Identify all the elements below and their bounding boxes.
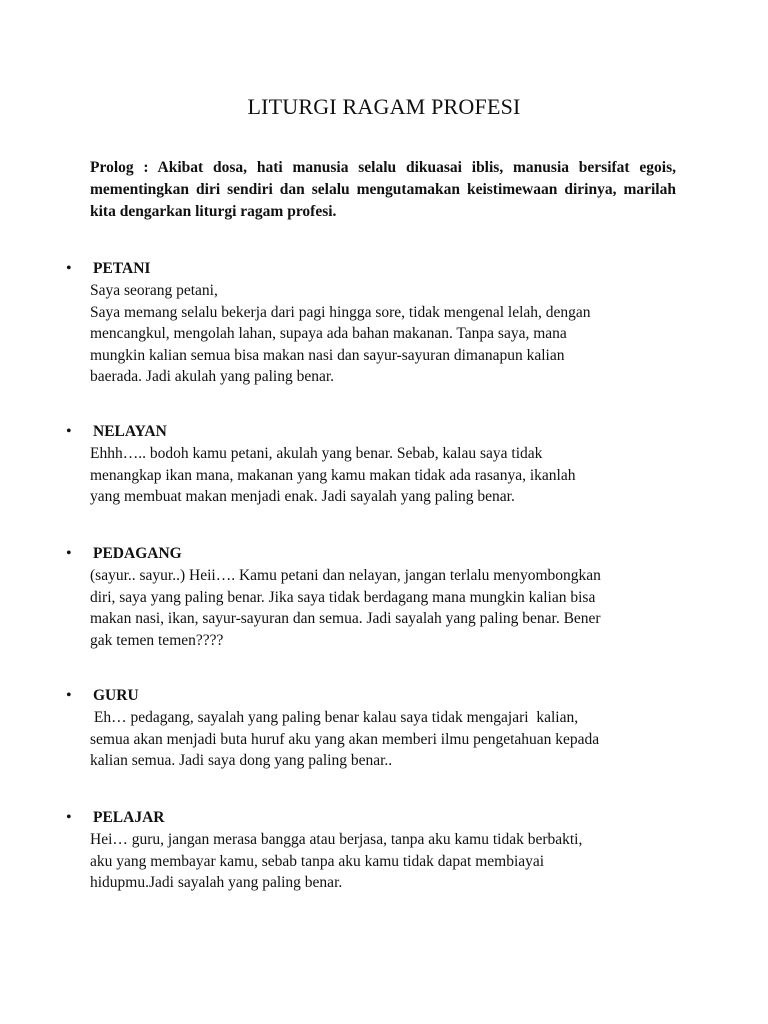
bullet-icon: • xyxy=(66,260,72,277)
section-line: Saya memang selalu bekerja dari pagi hingga sore, tidak mengenal lelah, dengan xyxy=(90,303,591,321)
section-heading: PETANI xyxy=(93,260,151,277)
section-guru xyxy=(66,685,686,772)
section-line: hidupmu.Jadi sayalah yang paling benar. xyxy=(90,874,343,891)
section-header xyxy=(66,685,686,707)
section-line: baerada. Jadi akulah yang paling benar. xyxy=(90,368,335,385)
section-line: Hei… guru, jangan merasa bangga atau berjasa, tanpa aku kamu tidak berbakti, xyxy=(90,831,583,848)
section-body xyxy=(90,280,686,388)
section-line: aku yang membayar kamu, sebab tanpa aku kamu tidak dapat membiayai xyxy=(90,852,545,870)
section-line: menangkap ikan mana, makanan yang kamu makan tidak ada rasanya, ikanlah xyxy=(90,466,576,484)
section-line: gak temen temen???? xyxy=(90,631,224,649)
prolog-paragraph: Prolog : Akibat dosa, hati manusia selalu dikuasai iblis, manusia bersifat egois, mementingkan diri sendiri dan selalu mengutamakan keistimewaan dirinya, marilah kita dengarkan liturgi ragam profesi. xyxy=(90,159,676,220)
section-line: makan nasi, ikan, sayur-sayuran dan semua. Jadi sayalah yang paling benar. Bener xyxy=(90,610,601,627)
section-line: yang membuat makan menjadi enak. Jadi sayalah yang paling benar. xyxy=(90,488,515,505)
section-line: mencangkul, mengolah lahan, supaya ada bahan makanan. Tanpa saya, mana xyxy=(90,325,567,342)
section-pedagang xyxy=(66,543,686,651)
section-body xyxy=(90,829,686,894)
section-body xyxy=(90,443,686,508)
bullet-icon: • xyxy=(66,687,72,704)
section-pelajar xyxy=(66,807,686,894)
section-line: mungkin kalian semua bisa makan nasi dan sayur-sayuran dimanapun kalian xyxy=(90,346,565,364)
section-petani xyxy=(66,258,686,388)
section-heading: GURU xyxy=(93,687,139,704)
section-heading: NELAYAN xyxy=(93,423,167,440)
bullet-icon: • xyxy=(66,545,72,562)
section-line: kalian semua. Jadi saya dong yang paling benar.. xyxy=(90,752,393,769)
section-line: Eh… pedagang, sayalah yang paling benar kalau saya tidak mengajari kalian, xyxy=(90,709,579,726)
section-line: (sayur.. sayur..) Heii…. Kamu petani dan nelayan, jangan terlalu menyombongkan xyxy=(90,567,601,584)
section-line: Saya seorang petani, xyxy=(90,282,218,299)
section-line: diri, saya yang paling benar. Jika saya tidak berdagang mana mungkin kalian bisa xyxy=(90,588,596,606)
bullet-icon: • xyxy=(66,423,72,440)
section-heading: PELAJAR xyxy=(93,809,165,826)
section-nelayan xyxy=(66,421,686,508)
section-body xyxy=(90,565,686,651)
section-heading: PEDAGANG xyxy=(93,545,182,562)
bullet-icon: • xyxy=(66,809,72,826)
section-line: semua akan menjadi buta huruf aku yang akan memberi ilmu pengetahuan kepada xyxy=(90,730,600,748)
section-header xyxy=(66,807,686,829)
section-header xyxy=(66,543,686,565)
section-line: Ehhh….. bodoh kamu petani, akulah yang benar. Sebab, kalau saya tidak xyxy=(90,445,543,462)
document-title: LITURGI RAGAM PROFESI xyxy=(247,94,521,119)
section-header xyxy=(66,421,686,443)
section-header xyxy=(66,258,686,280)
section-body xyxy=(90,707,686,772)
